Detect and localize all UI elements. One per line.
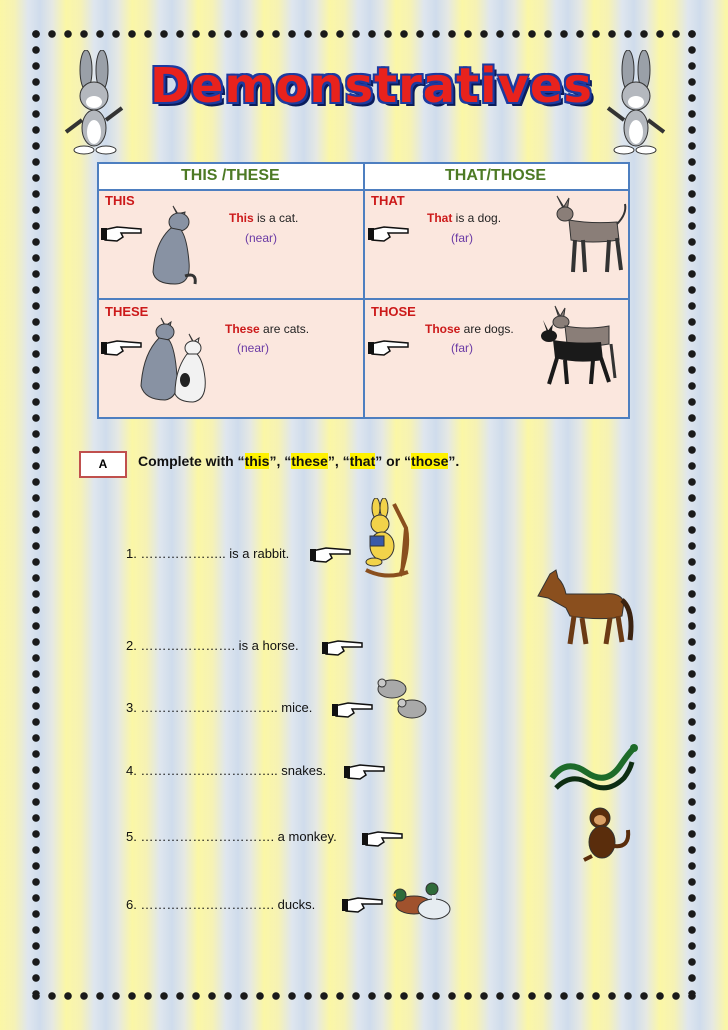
table-divider-vertical: [363, 164, 365, 417]
label-this: THIS: [105, 193, 135, 208]
page-border-bottom: [30, 990, 700, 1002]
keyword-those: Those: [425, 322, 461, 336]
distance-near: (near): [237, 341, 270, 355]
pointing-hand-icon: [310, 543, 354, 565]
instr-these: these: [291, 453, 328, 469]
demonstratives-table: [97, 162, 630, 419]
page-title: Demonstratives: [150, 58, 593, 114]
page-border-top: [30, 28, 700, 40]
page-border-right: [686, 28, 698, 994]
rabbit-icon: [356, 498, 412, 578]
ducks-icon: [390, 877, 454, 925]
exercise-instruction: [138, 453, 459, 469]
question-3: 3. ………………………….. mice.: [126, 700, 313, 715]
instr-those: those: [411, 453, 449, 469]
instr-text: ” or “: [375, 453, 412, 469]
table-divider-horizontal: [99, 298, 628, 300]
label-those: THOSE: [371, 304, 416, 319]
question-4: 4. ………………………….. snakes.: [126, 763, 327, 778]
header-that-those: THAT/THOSE: [445, 167, 547, 184]
question-2: 2. …………………. is a horse.: [126, 638, 299, 653]
instr-text: ”.: [448, 453, 460, 469]
pointing-hand-icon: [322, 636, 366, 658]
distance-near: (near): [245, 231, 278, 245]
dog-icon: [551, 194, 629, 276]
pointing-hand-icon: [342, 893, 386, 915]
instr-this: this: [244, 453, 270, 469]
pointing-hand-icon: [368, 336, 412, 358]
cat-icon: [145, 202, 201, 288]
instr-text: ”, “: [269, 453, 292, 469]
pointing-hand-icon: [368, 222, 412, 244]
exercise-badge: A: [79, 451, 127, 478]
sentence-these-rest: are cats.: [259, 322, 310, 336]
label-these: THESE: [105, 304, 149, 319]
question-5: 5. …………………………. a monkey.: [126, 829, 337, 844]
distance-far: (far): [451, 341, 473, 355]
sentence-those: [425, 322, 514, 336]
keyword-this: This: [229, 211, 254, 225]
keyword-that: That: [427, 211, 453, 225]
instr-text: Complete with “: [138, 453, 245, 469]
pointing-hand-icon: [362, 827, 406, 849]
monkey-icon: [578, 804, 634, 862]
pointing-hand-icon: [101, 222, 145, 244]
question-6: 6. …………………………. ducks.: [126, 897, 316, 912]
sentence-this: [229, 211, 298, 225]
dogs-icon: [537, 304, 623, 388]
sentence-these: [225, 322, 309, 336]
sentence-this-rest: is a cat.: [253, 211, 299, 225]
page-border-left: [30, 28, 42, 994]
instr-text: ”, “: [327, 453, 350, 469]
distance-far: (far): [451, 231, 473, 245]
header-this-these: THIS /THESE: [181, 167, 280, 184]
question-1: 1. ……………….. is a rabbit.: [126, 546, 290, 561]
mice-icon: [372, 675, 432, 721]
sentence-those-rest: are dogs.: [460, 322, 514, 336]
sentence-that-rest: is a dog.: [452, 211, 502, 225]
bugs-bunny-mascot-right: [594, 50, 674, 160]
sentence-that: [427, 211, 501, 225]
bugs-bunny-mascot-left: [56, 50, 136, 160]
horse-icon: [534, 566, 636, 648]
cats-icon: [137, 314, 213, 404]
pointing-hand-icon: [332, 698, 376, 720]
label-that: THAT: [371, 193, 405, 208]
keyword-these: These: [225, 322, 260, 336]
pointing-hand-icon: [344, 760, 388, 782]
snakes-icon: [546, 738, 638, 794]
instr-that: that: [349, 453, 376, 469]
